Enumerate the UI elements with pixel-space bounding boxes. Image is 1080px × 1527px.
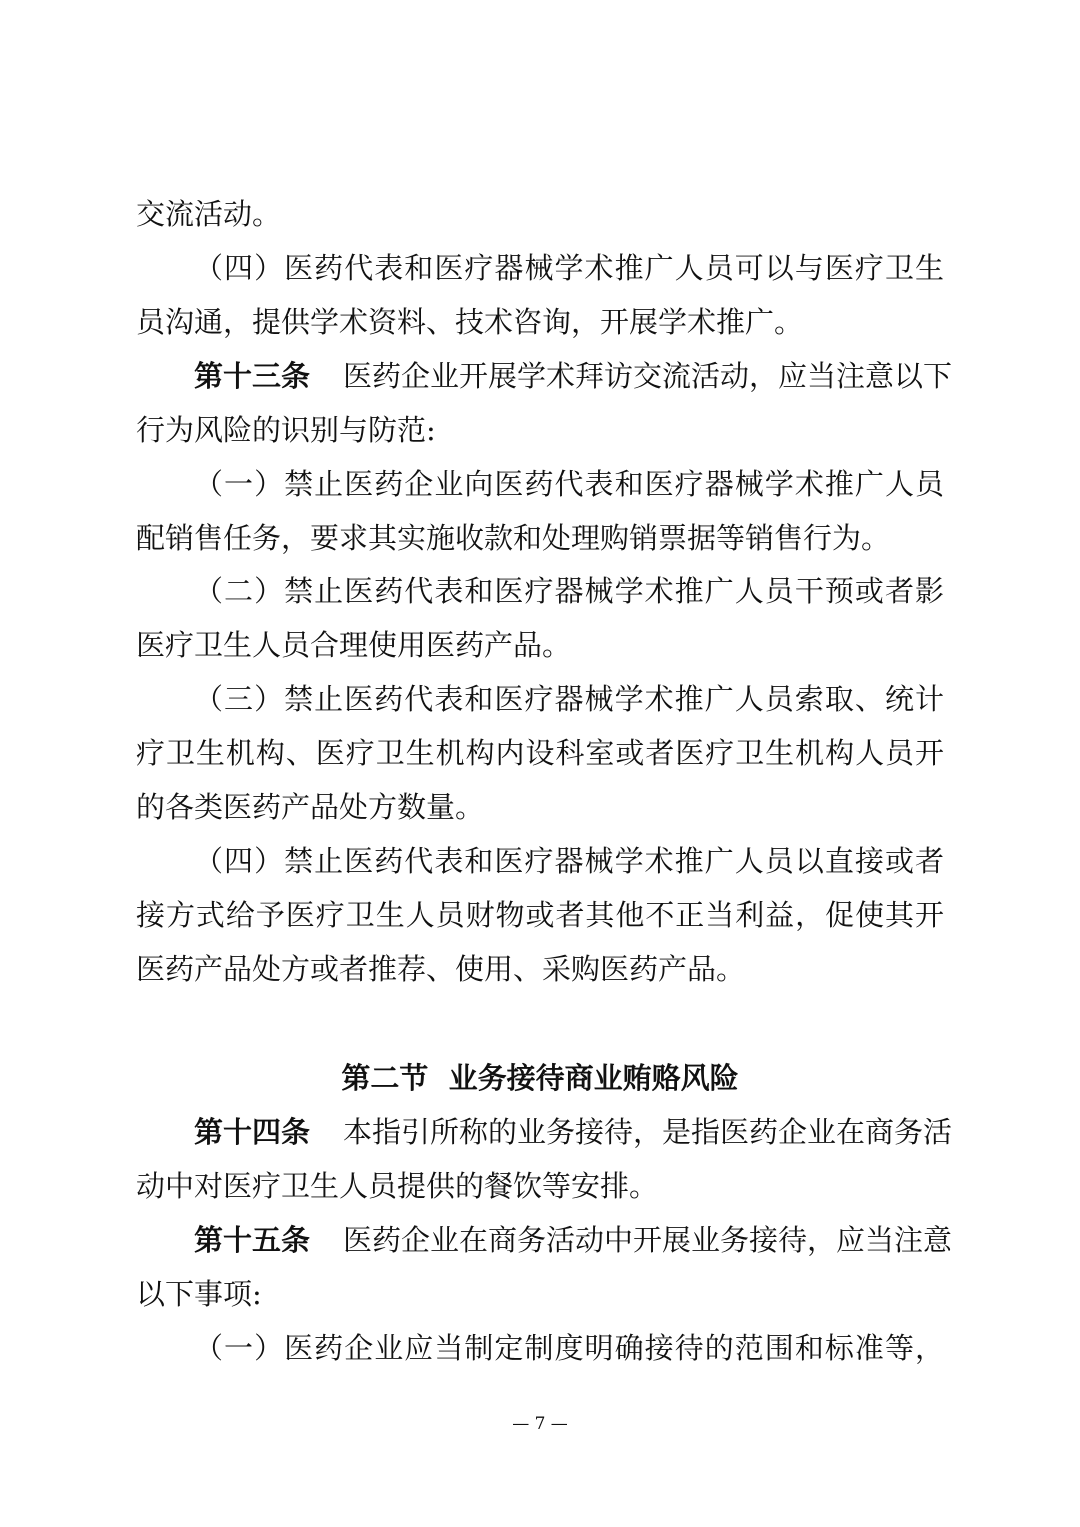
section-heading: 第二节 业务接待商业贿赂风险 (341, 1061, 739, 1095)
text-line: （三）禁止医药代表和医疗器械学术推广人员索取、统计 (194, 682, 944, 716)
article-15-text: 医药企业在商务活动中开展业务接待，应当注意 (343, 1223, 953, 1257)
text-line: 医药产品处方或者推荐、使用、采购医药产品。 (136, 952, 746, 986)
text-line: （四）医药代表和医疗器械学术推广人员可以与医疗卫生 (194, 251, 944, 285)
text-line: 的各类医药产品处方数量。 (136, 790, 485, 824)
article-13-label: 第十三条 (194, 359, 311, 393)
article-14-text: 本指引所称的业务接待，是指医药企业在商务活 (343, 1115, 953, 1149)
article-14-label: 第十四条 (194, 1115, 311, 1149)
text-line: 配销售任务，要求其实施收款和处理购销票据等销售行为。 (136, 521, 891, 555)
article-14-line (194, 1114, 953, 1150)
article-15-line (194, 1222, 953, 1258)
text-line: 接方式给予医疗卫生人员财物或者其他不正当利益，促使其开 (136, 898, 944, 932)
article-15-label: 第十五条 (194, 1223, 311, 1257)
text-line: （四）禁止医药代表和医疗器械学术推广人员以直接或者 (194, 844, 944, 878)
text-line: 行为风险的识别与防范: (136, 413, 436, 447)
text-line: （一）医药企业应当制定制度明确接待的范围和标准等， (194, 1331, 944, 1365)
text-line: （一）禁止医药企业向医药代表和医疗器械学术推广人员 (194, 467, 944, 501)
text-line: （二）禁止医药代表和医疗器械学术推广人员干预或者影 (194, 574, 944, 608)
text-line: 医疗卫生人员合理使用医药产品。 (136, 628, 572, 662)
text-line: 动中对医疗卫生人员提供的餐饮等安排。 (136, 1169, 659, 1203)
article-13-text: 医药企业开展学术拜访交流活动，应当注意以下 (343, 359, 953, 393)
text-line: 疗卫生机构、医疗卫生机构内设科室或者医疗卫生机构人员开 (136, 736, 944, 770)
text-line: 交流活动。 (136, 197, 282, 231)
article-13-line (194, 358, 953, 394)
page-number: — 7 — (512, 1414, 568, 1434)
text-line: 以下事项: (136, 1277, 262, 1311)
text-line: 员沟通，提供学术资料、技术咨询，开展学术推广。 (136, 305, 804, 339)
